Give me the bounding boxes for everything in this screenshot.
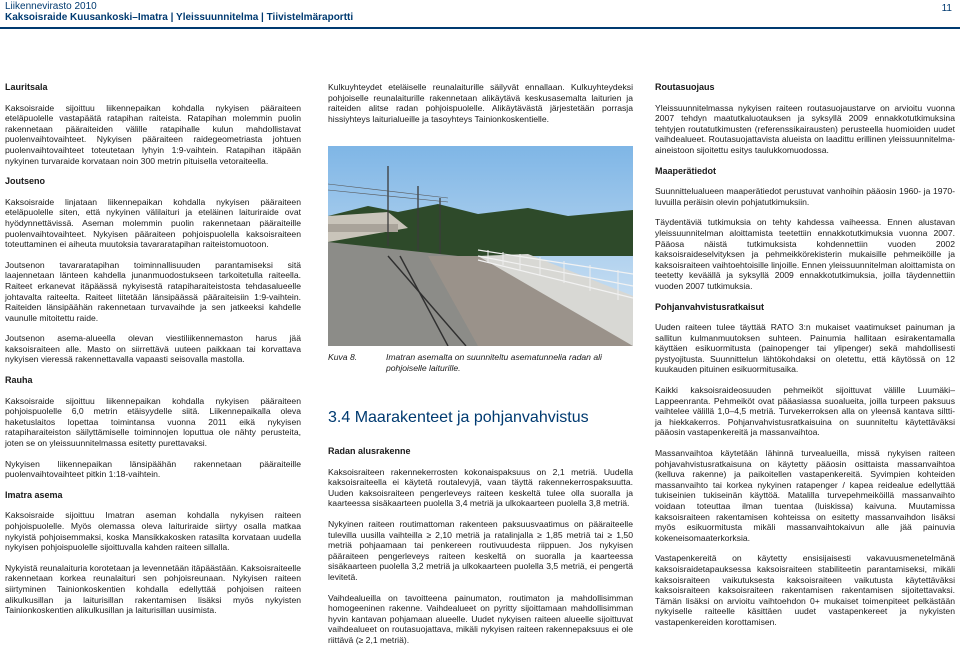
paragraph: Nykyinen raiteen routimattoman rakenteen paksuusvaatimus on pääraiteelle tulevilla uusilla vaihteilla ≥ 2,10 metriä ja ratalinjalla ≥ 1,85 metriä tai ≥ 1,50 metriä pohjaamaan tai penkereen routivuudesta riippuen. Jos nykyisen pääraiteen pengerleveys raiteen keskeltä on suoralla ja kaarteessa sisäkaarteen puolella 3,2 metriä ja ulkokaarteen puolella 3,5 metriä, ei pengertä levitetä. xyxy=(328,518,633,582)
paragraph: Suunnittelualueen maaperätiedot perustuvat vanhoihin pääosin 1960- ja 1970-luvuilla peräisin olevin pohjatutkimuksiin. xyxy=(655,186,955,207)
paragraph: Kaksoisraide sijoittuu liikennepaikan kohdalla nykyisen pääraiteen pohjoispuolelle 6,0 metrin etäisyydelle siitä. Liikennepaikalla oleva haketuslaitos lopettaa toimintansa vuonna 2011 eikä nykyisen ratapiharaiteiston säilyttämiselle toiminnojen loputtua ole nähty perusteita, joten se on yleissuunnitelmassa esitetty purettavaksi. xyxy=(5,395,301,449)
column-middle-top xyxy=(328,82,633,134)
paragraph: Kaksoisraide sijoittuu liikennepaikan kohdalla nykyisen pääraiteen eteläpuolelle vastapäätä ratapihan raiteista. Ratapihan molemmin puolin rakennetaan pääraiteiden välille ratapihalle kulun mahdollistavat puolenvaihtovaihteet. Nykyisen pääraiteen raidegeometriasta johtuen puolenvaihtovaihteet toteutetaan lyhyin 1:9-vaihtein. Ratapihan itäpään nykyinen turvaraide korvataan noin 300 metrin pituisella vetoraiteella. xyxy=(5,102,301,166)
page-header xyxy=(0,0,960,28)
heading-routasuojaus: Routasuojaus xyxy=(655,82,715,92)
heading-rauha: Rauha xyxy=(5,375,33,386)
header-report-title: Kaksoisraide Kuusankoski–Imatra | Yleissuunnitelma | Tiivistelmäraportti xyxy=(5,12,354,23)
paragraph: Kulkuyhteydet eteläiselle reunalaiturille säilyvät ennallaan. Kulkuyhteydeksi pohjoiselle reunalaiturille rakennetaan alikäytävä keskusasemalta laiturien ja raiteiden alitse radan pohjoispuolelle. Alikäytävästä järjestetään porrasja hissiyhteys laiturialueille ja tasoyhteys Tainionkoskentielle. xyxy=(328,82,633,124)
heading-lauritsala: Lauritsala xyxy=(5,82,48,92)
paragraph: Kaksoisraide sijoittuu Imatran aseman kohdalla nykyisen raiteen pohjoispuolelle. Myös olemassa oleva laituriraide siirtyy osalla matkaa nykyistä pohjoisemmaksi, koska Mansikkakosken ratasilta korvataan uudella nykyisen pohjoispuolelle sijoittuvalla kahden raiteen sillalla. xyxy=(5,510,301,553)
paragraph: Nykyistä reunalaituria korotetaan ja levennetään itäpäästään. Kaksoisraiteelle rakennetaan korkea reunalaituri sen pohjoisreunaan. Nykyisen raiteen siirtyminen Tainionkoskentien kohdalla edellyttää pohjoisen raiteen alikulkusillan ja laiturisillan rakentamisen lisäksi myös nykyisten Tainionkoskentien alikulkusillan ja laiturisillan uusimista. xyxy=(5,562,301,616)
header-rule xyxy=(0,27,960,29)
heading-pohjanvahvistusratkaisut: Pohjanvahvistusratkaisut xyxy=(655,301,765,312)
heading-radan-alusrakenne: Radan alusrakenne xyxy=(328,446,411,456)
paragraph: Nykyisen liikennepaikan länsipäähän rakennetaan pääraiteille puolenvaihtovaihteet pitkin 1:18-vaihtein. xyxy=(5,458,301,480)
paragraph: Massanvaihtoa käytetään lähinnä turvealueilla, missä nykyisen raiteen pohjavahvistusratkaisuna on käytetty pääosin osittaista massanvaihtoa (kelluva rakenne) ja paikoitellen vastapenkereitä. Syvimpien kohteiden massanvaihto tai korkea nykyinen ratapenger / kapea reidealue edellyttää tukiseinien tukiseinän käyttöä. Matalilla turvepehmeiköillä massanvaihto voidaan toteuttaa ilman tuentaa (luiskissa) kaivuna. Muutamissa kaksoisraiteen rakentamisen kohteissa on esitetty massanvaihdon lisäksi myös esikuormitusta mikäli massanvaihtokaivun alle jää painuvia kokeneisomaaterkorksia. xyxy=(655,448,955,543)
paragraph: Täydentäviä tutkimuksia on tehty kahdessa vaiheessa. Ennen alustavan yleissuunnitelman aloittamista teetettiin ennakkotutkimuksia vuonna 2007. Pääosa näistä tutkimuksista kohdennettiin vuoden 2002 kaksoisraideselvityksen ja pehmeikkörekisterin mukaisille pehmeiköille ja kaksoisraiteen vaihtoehtoisille linjoille. Ennen yleissuunnitelman aloittamista on teetetty keväällä ja syksyllä 2009 ennakkotutkimuksia, joilla täydennettiin vuoden 2007 tutkimuksia. xyxy=(655,217,955,291)
paragraph: Yleissuunnitelmassa nykyisen raiteen routasuojaustarve on arvioitu vuonna 2007 tehdyn maatutkaluotauksen ja syksyllä 2009 ennakkotutkimuksina tehtyjen routatutkimusten (referenssikairausten) perusteella huomioiden uudet vaihdealueet. Routasuojattavista alueista on laadittu erillinen yleissuunnitelma-aineistoon sijoitettu esitys taulukkomuodossa. xyxy=(655,102,955,155)
caption-text: Imatran asemalta on suunniteltu asematunnelia radan ali pohjoiselle laiturille. xyxy=(386,352,602,373)
station-platform-photo xyxy=(328,146,633,346)
heading-imatra-asema: Imatra asema xyxy=(5,489,63,500)
header-publisher: Liikennevirasto 2010 xyxy=(5,1,97,12)
paragraph: Vaihdealueilla on tavoitteena painumaton, routimaton ja mahdollisimman homogeeninen rakenne. Vaihdealueet on pyritty sijoittamaan mahdollisimman hyvin kantavan pohjamaan alueelle. Uudet nykyisen raiteen alueelle sijoittuvat vaihdealueet on routasuojattava, mikäli nykyisen raiteen rakennepaksuus ei ole riittävä (≥ 2,1 metriä). xyxy=(328,592,633,645)
heading-joutseno: Joutseno xyxy=(5,176,46,187)
section-title: 3.4 Maarakenteet ja pohjanvahvistus xyxy=(328,409,589,426)
paragraph: Kaksoisraiteen rakennekerrosten kokonaispaksuus on 2,1 metriä. Uudella kaksoisraiteella ei käytetä routalevyjä, vaan täyttä rakennekerrospaksuutta. Uuden kaksoisraiteen pengerleveys raiteen keskeltä tulee olla suoralla ja kaarteessa sisäkaarteen puolella 3,4 metriä ja ulkokaarteen puolella 3,8 metriä. xyxy=(328,466,633,509)
paragraph: Joutsenon tavararatapihan toiminnallisuuden parantamiseksi sitä laajennetaan länteen kahdella junanmuodostukseen tarkoitetulla raiteella. Raiteet erkanevat itäpäässä nykyisestä ratapiharaiteistosta tehdasalueelle johtavalta raiteelta. Raiteet liitetään länsipäässä pääraiteisiin 1:9-vaihtein. Raiteiden länsipäähän rakennetaan turvavaihde ja sen jatkeeksi kahdelle vaunulle mitoitettu raide. xyxy=(5,259,301,323)
paragraph: Joutsenon asema-alueella olevan viestiliikennemaston harus jää kaksoisraiteen alle. Masto on siirrettävä uuteen paikkaan tai korvattava nykyisen vieressä rakennettavalla vapaasti seisovalla mastolla. xyxy=(5,333,301,365)
paragraph: Kaksoisraide linjataan liikennepaikan kohdalla nykyisen pääraiteen eteläpuolelle siten, että nykyinen välilaituri ja eteläinen laituriraide ovat hyödynnettävissä. Aseman molemmin puolin rakennetaan pääraiteille puolenvaihtovaihteet. Nykyisen pääraiteen pohjoispuolella kaksoisraiteen toteuttaminen ei aiheuta muutoksia tavararatapihan raiteistomuotoon. xyxy=(5,196,301,250)
column-right xyxy=(655,82,955,638)
column-left xyxy=(5,82,301,626)
paragraph: Vastapenkereitä on käytetty ensisijaisesti vakavuusmenetelmänä kaksoisraidetapauksessa kaksoisraiteen stabiliteetin parantamiseksi, mikäli kaksoisraiteen vaikutuksesta kaksoisraiteen vaikutusta käytettäväksi kaksoisraiteen kaksoisraiteen rakentamisen rakentamisen sijoitettavaksi. Tämän lisäksi on arvioitu vaihtoehdon 0+ mukaiset toimenpiteet pelkästään nykyiselle raiteelle käsittäen uudet vastapenkereet ja nykyisten vastapenkereiden korottamisen. xyxy=(655,553,955,627)
page-number: 11 xyxy=(941,3,952,14)
paragraph: Kaikki kaksoisraideosuuden pehmeiköt sijoittuvat välille Luumäki–Lappeenranta. Pehmeiköt ovat pääasiassa suoalueita, joilla turpeen paksuus vaihtelee välillä 1,0–4,5 metriä. Turvekerroksen alla on yleensä kantava siltti- ja hiekkakerros. Pohjanvahvistusratkaisuina on suunniteltu käytettäväksi pääosin vastapenkereitä ja massanvaihtoa. xyxy=(655,385,955,438)
column-middle-bottom xyxy=(328,446,633,656)
caption-number: Kuva 8. xyxy=(328,352,358,362)
heading-maaperatiedot: Maaperätiedot xyxy=(655,165,717,176)
paragraph: Uuden raiteen tulee täyttää RATO 3:n mukaiset vaatimukset painuman ja sallitun kulmanmuutoksen suhteen. Painumia hallitaan esirakentamalla käyttäen esikuormitusta (painopenger tai ylipenger) sekä mahdollisesti pystyojitusta. Suunnittelun lähtökohdaksi on oletettu, että käytössä on 12 kuukauden pituinen esikuormitusaika. xyxy=(655,322,955,375)
